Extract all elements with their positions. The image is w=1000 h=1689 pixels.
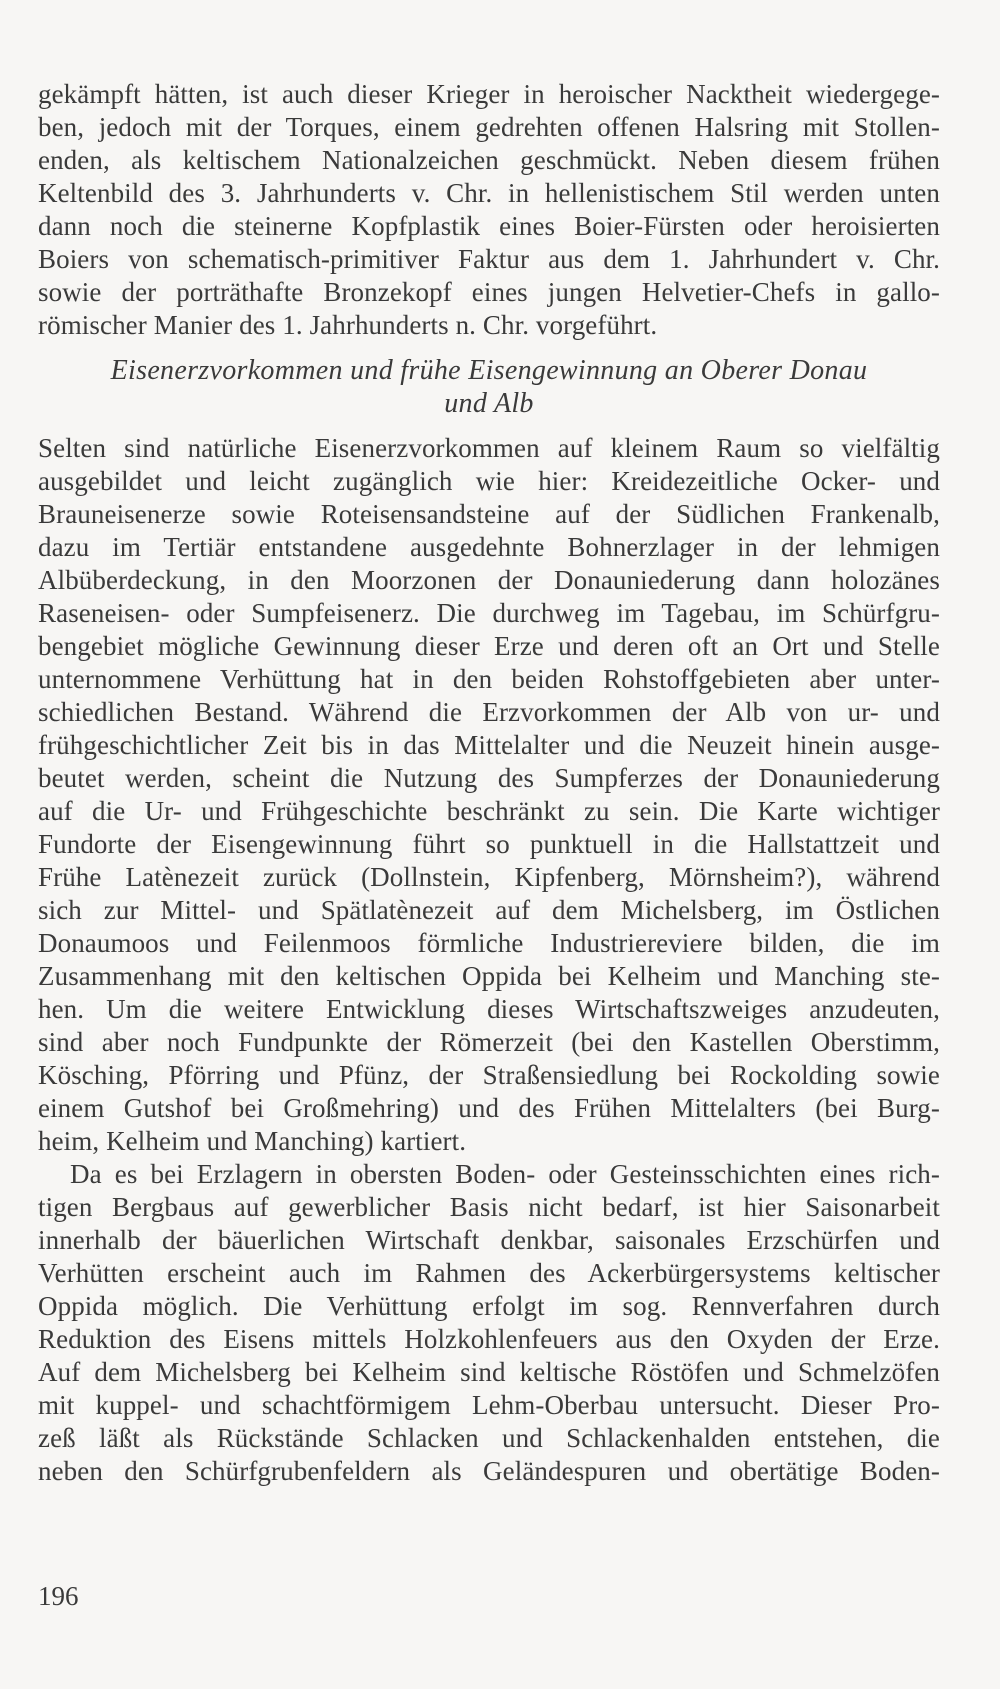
- text-line: Frühe Latènezeit zurück (Dollnstein, Kipfenberg, Mörnsheim?), während: [38, 862, 940, 892]
- text-line: enden, als keltischem Nationalzeichen geschmückt. Neben diesem frühen: [38, 145, 940, 175]
- text-line: schiedlichen Bestand. Während die Erzvorkommen der Alb von ur- und: [38, 697, 940, 727]
- paragraph-bergbau: [38, 1158, 940, 1488]
- page-body: [38, 78, 940, 1488]
- text-line: Da es bei Erzlagern in obersten Boden- oder Gesteinsschichten eines rich-: [70, 1159, 940, 1189]
- text-line: dann noch die steinerne Kopfplastik eines Boier-Fürsten oder heroisierten: [38, 211, 940, 241]
- text-line: beutet werden, scheint die Nutzung des Sumpferzes der Donauniederung: [38, 763, 940, 793]
- text-line: zeß läßt als Rückstände Schlacken und Schlackenhalden entstehen, die: [38, 1423, 940, 1453]
- text-line: Auf dem Michelsberg bei Kelheim sind keltische Röstöfen und Schmelzöfen: [38, 1357, 940, 1387]
- text-line: Keltenbild des 3. Jahrhunderts v. Chr. in hellenistischem Stil werden unten: [38, 178, 940, 208]
- text-line: hen. Um die weitere Entwicklung dieses Wirtschaftszweiges anzudeuten,: [38, 994, 940, 1024]
- text-line: Selten sind natürliche Eisenerzvorkommen auf kleinem Raum so vielfältig: [38, 433, 940, 463]
- text-line: ben, jedoch mit der Torques, einem gedrehten offenen Halsring mit Stollen-: [38, 112, 940, 142]
- text-line: sind aber noch Fundpunkte der Römerzeit (bei den Kastellen Oberstimm,: [38, 1027, 940, 1057]
- text-line: Brauneisenerze sowie Roteisensandsteine auf der Südlichen Frankenalb,: [38, 499, 940, 529]
- heading-line: und Alb: [444, 388, 534, 419]
- heading-line: Eisenerzvorkommen und frühe Eisengewinnung an Oberer Donau: [110, 355, 868, 386]
- text-line: bengebiet mögliche Gewinnung dieser Erze und deren oft an Ort und Stelle: [38, 631, 940, 661]
- text-line: unternommene Verhüttung hat in den beiden Rohstoffgebieten aber unter-: [38, 664, 940, 694]
- text-line: sowie der porträthafte Bronzekopf eines jungen Helvetier-Chefs in gallo-: [38, 277, 940, 307]
- paragraph-intro: [38, 78, 940, 342]
- section-heading: [38, 354, 940, 420]
- text-line: Zusammenhang mit den keltischen Oppida bei Kelheim und Manching ste-: [38, 961, 940, 991]
- text-line: innerhalb der bäuerlichen Wirtschaft denkbar, saisonales Erzschürfen und: [38, 1225, 940, 1255]
- text-line: heim, Kelheim und Manching) kartiert.: [38, 1126, 467, 1156]
- text-line: ausgebildet und leicht zugänglich wie hier: Kreidezeitliche Ocker- und: [38, 466, 940, 496]
- text-line: mit kuppel- und schachtförmigem Lehm-Oberbau untersucht. Dieser Pro-: [38, 1390, 940, 1420]
- text-line: neben den Schürfgrubenfeldern als Geländespuren und obertätige Boden-: [38, 1456, 940, 1486]
- text-line: dazu im Tertiär entstandene ausgedehnte Bohnerzlager in der lehmigen: [38, 532, 940, 562]
- text-line: Reduktion des Eisens mittels Holzkohlenfeuers aus den Oxyden der Erze.: [38, 1324, 940, 1354]
- text-line: Fundorte der Eisengewinnung führt so punktuell in die Hallstattzeit und: [38, 829, 940, 859]
- text-line: Albüberdeckung, in den Moorzonen der Donauniederung dann holozänes: [38, 565, 940, 595]
- text-line: Boiers von schematisch-primitiver Faktur aus dem 1. Jahrhundert v. Chr.: [38, 244, 940, 274]
- text-line: einem Gutshof bei Großmehring) und des Frühen Mittelalters (bei Burg-: [38, 1093, 940, 1123]
- text-line: Donaumoos und Feilenmoos förmliche Industriereviere bilden, die im: [38, 928, 940, 958]
- text-line: frühgeschichtlicher Zeit bis in das Mittelalter und die Neuzeit hinein ausge-: [38, 730, 940, 760]
- page-number: 196: [38, 1581, 79, 1611]
- text-line: sich zur Mittel- und Spätlatènezeit auf dem Michelsberg, im Östlichen: [38, 895, 940, 925]
- text-line: Verhütten erscheint auch im Rahmen des Ackerbürgersystems keltischer: [38, 1258, 940, 1288]
- text-line: Oppida möglich. Die Verhüttung erfolgt im sog. Rennverfahren durch: [38, 1291, 940, 1321]
- text-line: Kösching, Pförring und Pfünz, der Straßensiedlung bei Rockolding sowie: [38, 1060, 940, 1090]
- text-line: Raseneisen- oder Sumpfeisenerz. Die durchweg im Tagebau, im Schürfgru-: [38, 598, 940, 628]
- text-line: gekämpft hätten, ist auch dieser Krieger in heroischer Nacktheit wiedergege-: [38, 79, 940, 109]
- text-line: tigen Bergbaus auf gewerblicher Basis nicht bedarf, ist hier Saisonarbeit: [38, 1192, 940, 1222]
- paragraph-eisenerz: [38, 432, 940, 1158]
- text-line: römischer Manier des 1. Jahrhunderts n. Chr. vorgeführt.: [38, 310, 658, 340]
- text-line: auf die Ur- und Frühgeschichte beschränkt zu sein. Die Karte wichtiger: [38, 796, 940, 826]
